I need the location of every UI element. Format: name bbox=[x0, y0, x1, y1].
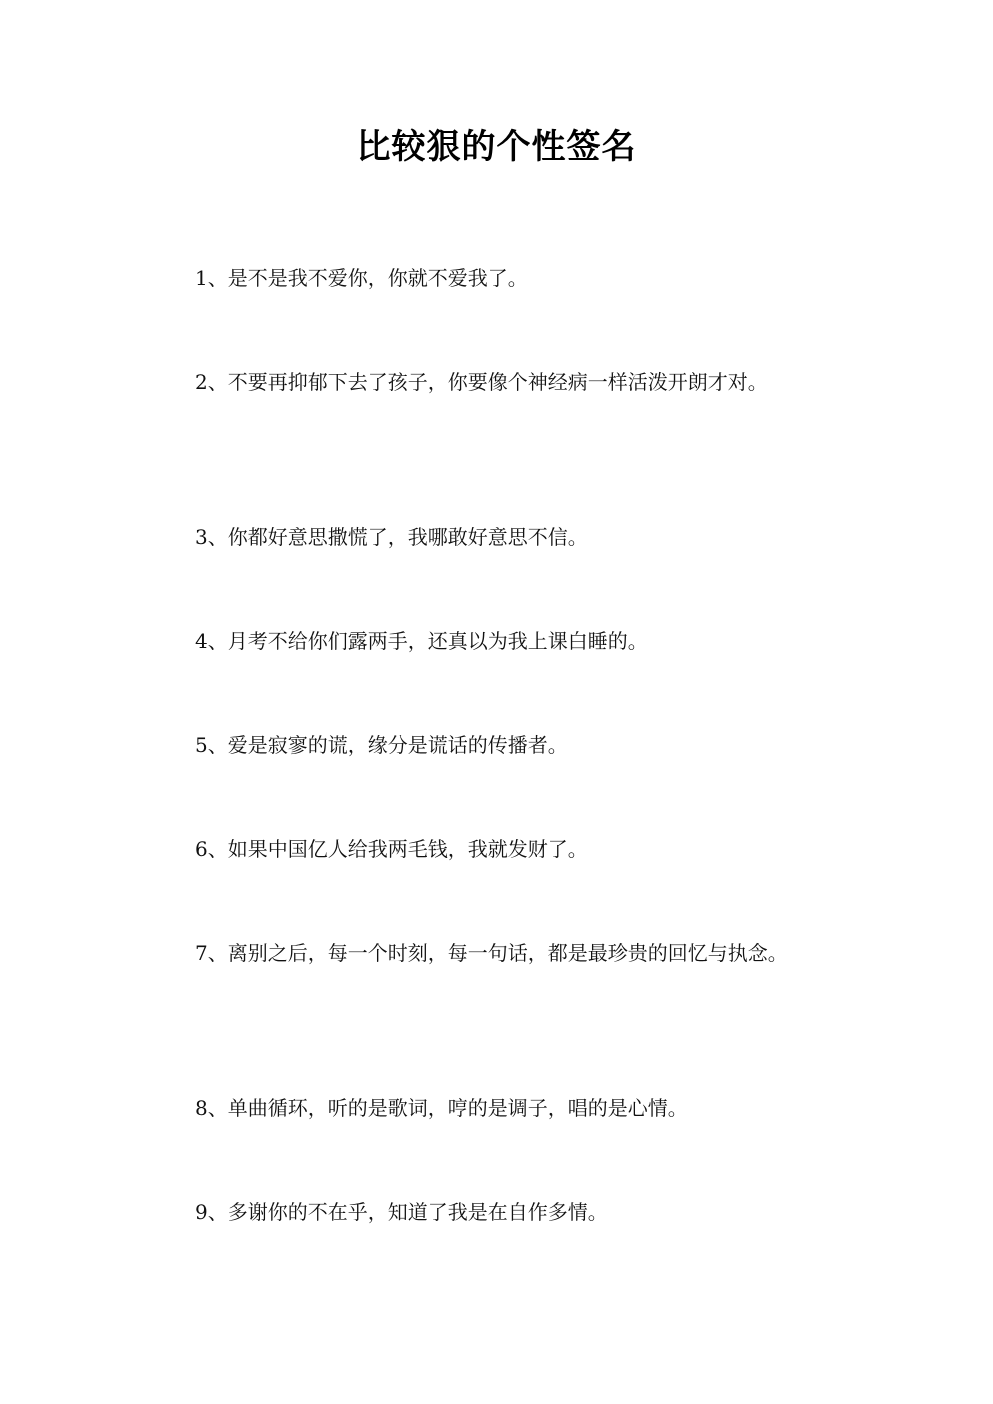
list-item: 1、是不是我不爱你，你就不爱我了。 bbox=[195, 266, 528, 290]
list-item: 9、多谢你的不在乎，知道了我是在自作多情。 bbox=[195, 1200, 608, 1224]
list-item: 2、不要再抑郁下去了孩子，你要像个神经病一样活泼开朗才对。 bbox=[195, 370, 768, 394]
document-title: 比较狠的个性签名 bbox=[356, 127, 637, 167]
list-item: 6、如果中国亿人给我两毛钱，我就发财了。 bbox=[195, 837, 588, 861]
list-item: 7、离别之后，每一个时刻，每一句话，都是最珍贵的回忆与执念。 bbox=[195, 941, 788, 965]
list-item: 3、你都好意思撒慌了，我哪敢好意思不信。 bbox=[195, 525, 588, 549]
list-item: 8、单曲循环，听的是歌词，哼的是调子，唱的是心情。 bbox=[195, 1096, 688, 1120]
list-item: 5、爱是寂寥的谎，缘分是谎话的传播者。 bbox=[195, 733, 568, 757]
list-item: 4、月考不给你们露两手，还真以为我上课白睡的。 bbox=[195, 629, 648, 653]
